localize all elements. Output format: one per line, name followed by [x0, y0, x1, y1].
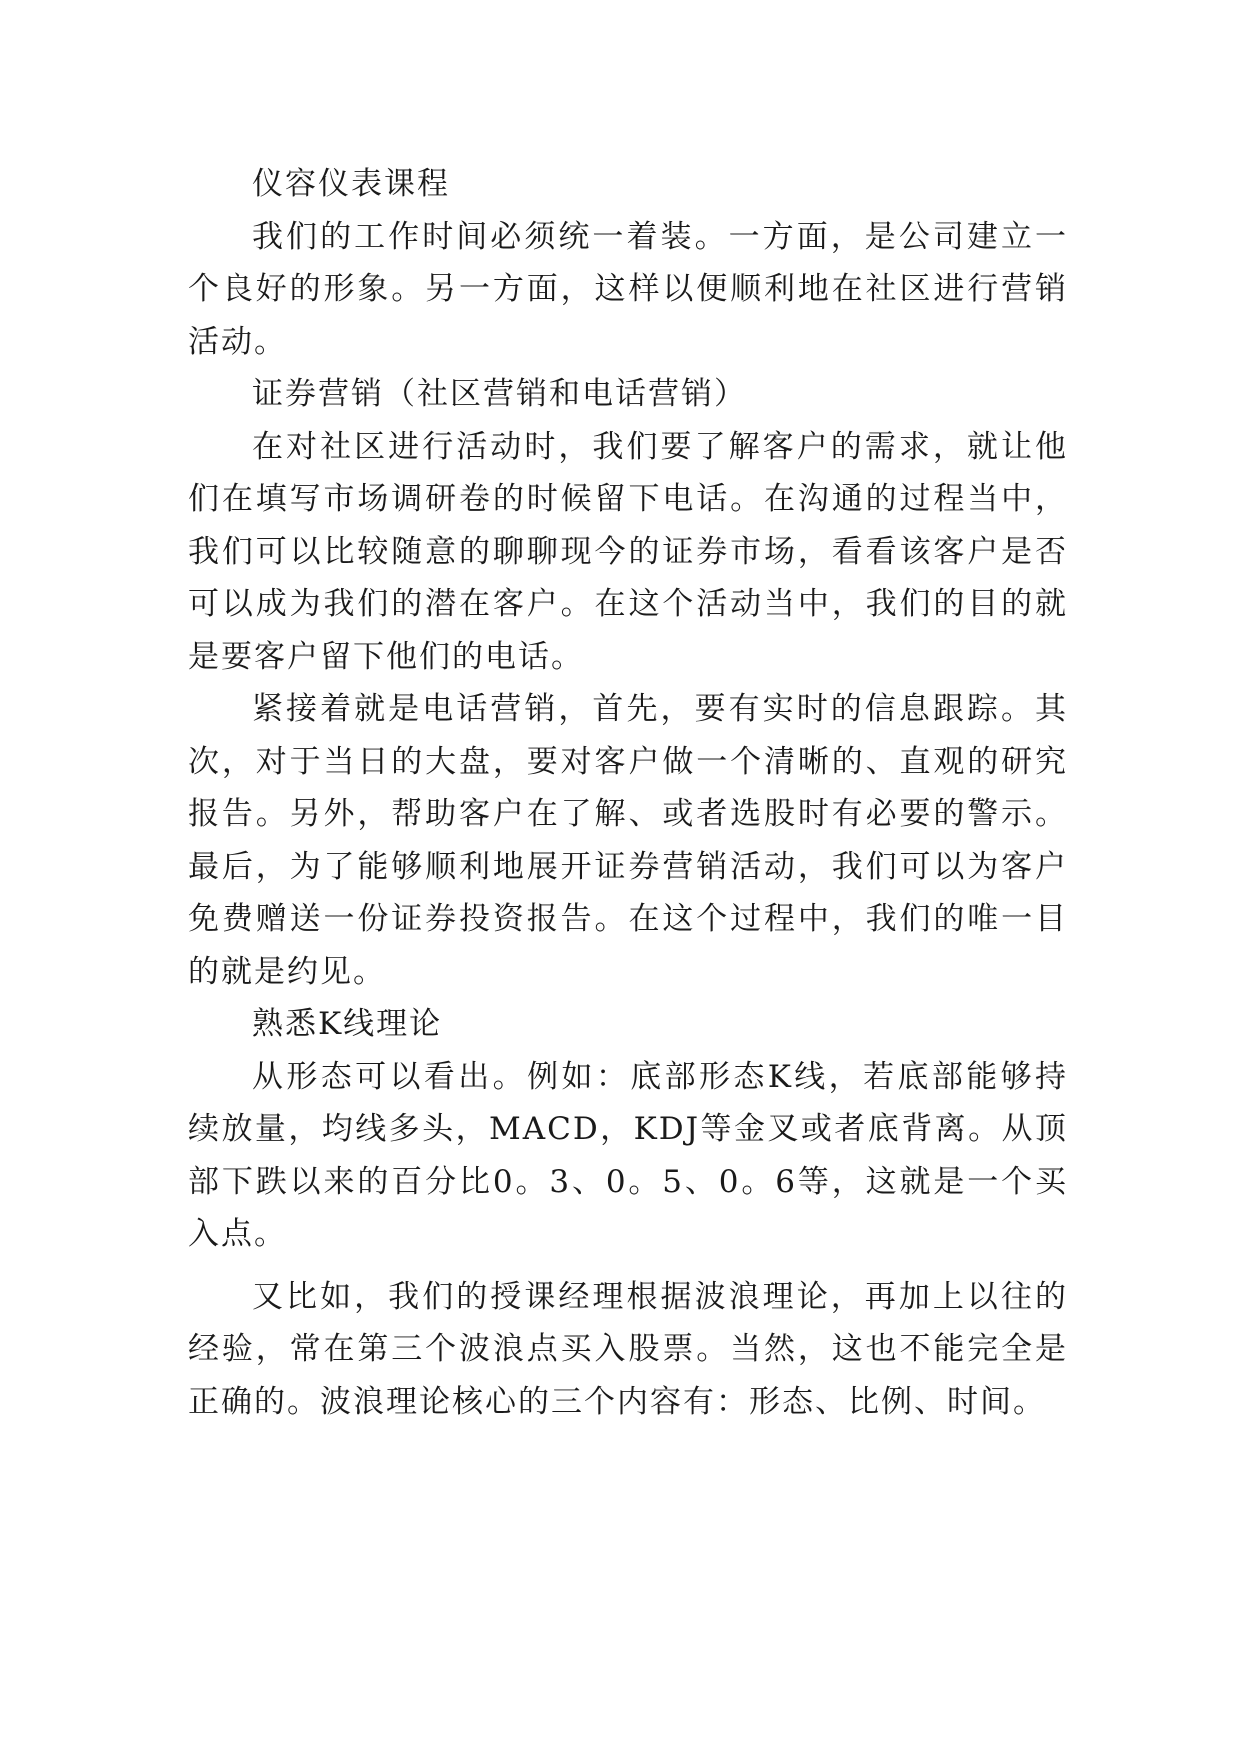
- section-heading-k-line-theory: 熟悉K线理论: [252, 1006, 443, 1042]
- paragraph-community-marketing: 在对社区进行活动时，我们要了解客户的需求，就让他们在填写市场调研卷的时候留下电话。在沟通的过程当中，我们可以比较随意的聊聊现今的证券市场，看看该客户是否可以成为我们的潜在客户。在这个活动当中，我们的目的就是要客户留下他们的电话。: [188, 428, 1068, 675]
- paragraph-k-line-patterns: 从形态可以看出。例如：底部形态K线，若底部能够持续放量，均线多头，MACD，KDJ等金叉或者底背离。从顶部下跌以来的百分比0。3、0。5、0。6等，这就是一个买入点。: [188, 1058, 1068, 1252]
- paragraph-phone-marketing: 紧接着就是电话营销，首先，要有实时的信息跟踪。其次，对于当日的大盘，要对客户做一个清晰的、直观的研究报告。另外，帮助客户在了解、或者选股时有必要的警示。最后，为了能够顺利地展开证券营销活动，我们可以为客户免费赠送一份证券投资报告。在这个过程中，我们的唯一目的就是约见。: [188, 691, 1068, 990]
- section-heading-grooming: 仪容仪表课程: [252, 166, 450, 202]
- document-body: [188, 158, 1068, 1428]
- section-heading-securities-marketing: 证券营销（社区营销和电话营销）: [252, 376, 747, 412]
- paragraph-spacer: [188, 1261, 1068, 1271]
- paragraph-wave-theory: 又比如，我们的授课经理根据波浪理论，再加上以往的经验，常在第三个波浪点买入股票。当然，这也不能完全是正确的。波浪理论核心的三个内容有：形态、比例、时间。: [188, 1278, 1068, 1420]
- paragraph-dress-code: 我们的工作时间必须统一着装。一方面，是公司建立一个良好的形象。另一方面，这样以便顺利地在社区进行营销活动。: [188, 218, 1068, 360]
